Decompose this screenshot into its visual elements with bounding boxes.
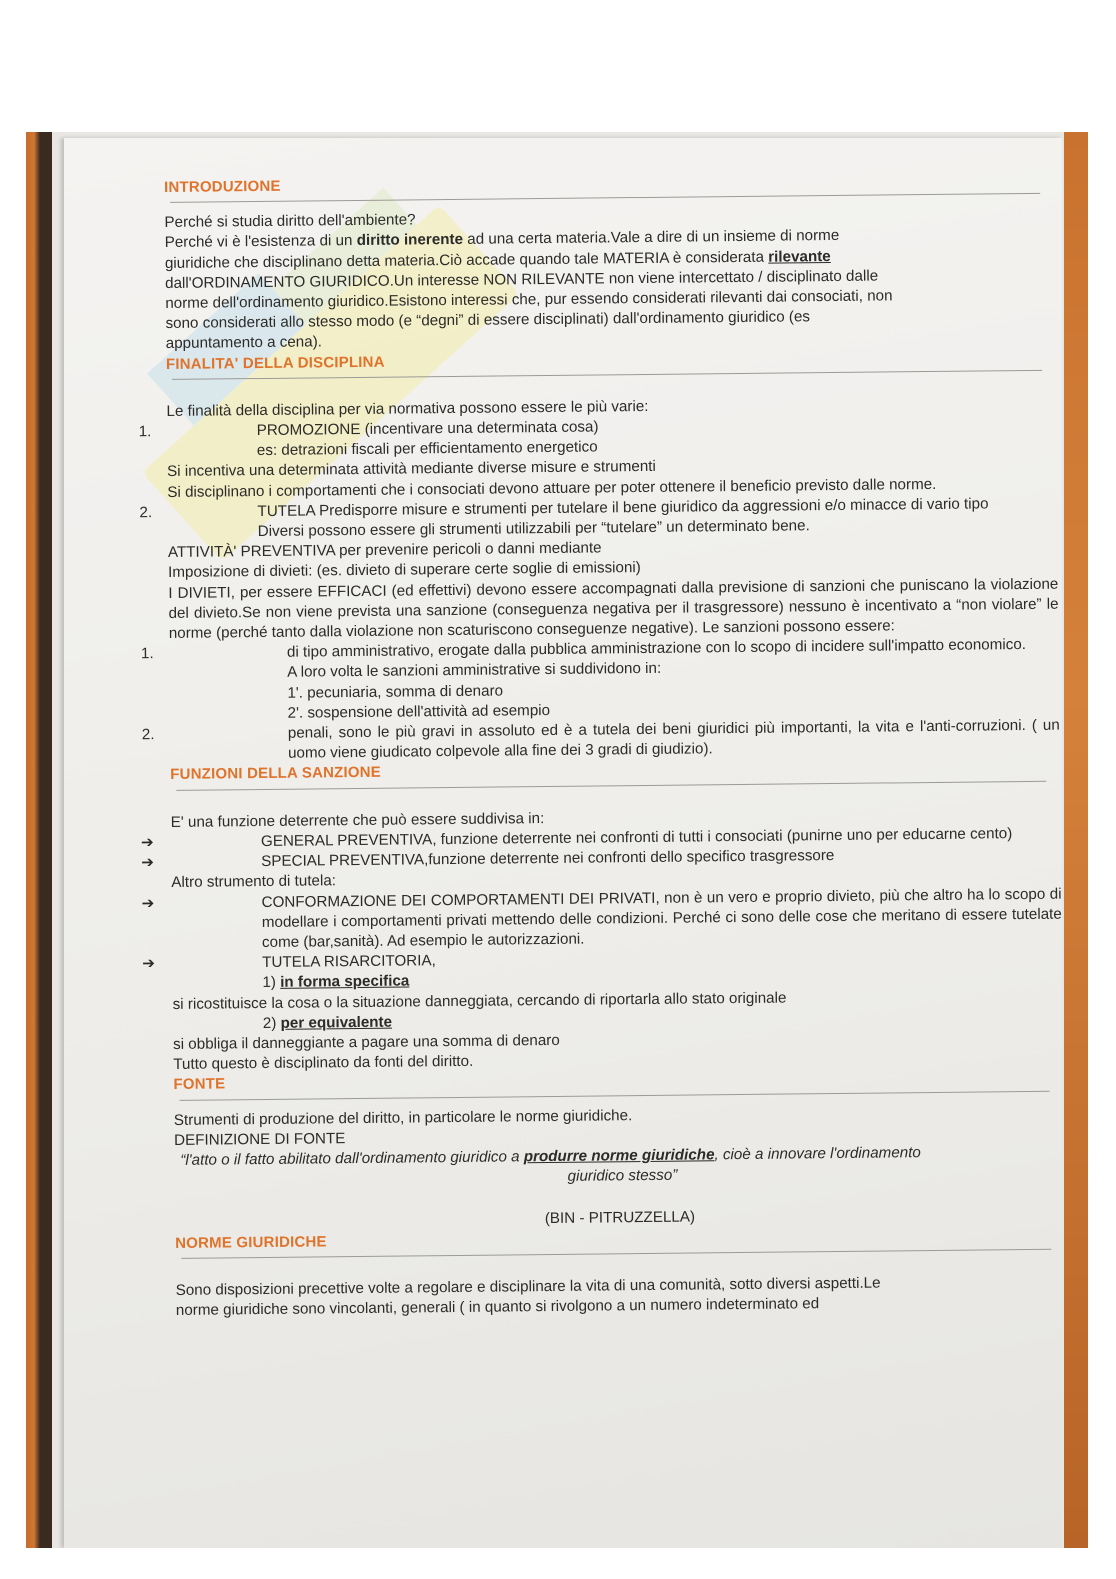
paragraph: Tutto questo è disciplinato da fonti del diritto. <box>173 1052 474 1074</box>
intro-line: Perché si studia diritto dell'ambiente? <box>164 211 416 232</box>
intro-line: dall'ORDINAMENTO GIURIDICO.Un interesse NON RILEVANTE non viene intercettato / disciplinato dalle <box>165 267 879 292</box>
list-item: 1. di tipo amministrativo, erogate dalla pubblica amministrazione con lo scopo di incidere sull'impatto economico. <box>140 636 1027 663</box>
list-item: 2. TUTELA Predisporre misure e strumenti per tutelare il bene giuridico da aggressioni e/o minacce di vario tipo <box>139 495 989 522</box>
table-edge <box>1064 132 1088 1548</box>
paragraph: Sono disposizioni precettive volte a regolare e disciplinare la vita di una comunità, sotto diversi aspetti.Le <box>175 1274 881 1299</box>
arrow-icon: ➔ <box>142 955 156 973</box>
list-subtext: es: detrazioni fiscali per efficientamento energetico <box>256 438 598 460</box>
list-item: ➔ SPECIAL PREVENTIVA,funzione deterrente nei confronti dello specifico trasgressore <box>171 844 1061 874</box>
list-subtext: A loro volta le sanzioni amministrative si suddividono in: <box>287 660 662 682</box>
sub-item: 2) per equivalente <box>262 1013 393 1032</box>
intro-line: appuntamento a cena). <box>165 333 323 353</box>
intro-line: norme dell'ordinamento giuridico.Esistono interessi che, pur essendo considerati rilevanti dai consociati, non <box>165 287 893 313</box>
list-subtext: 1'. pecuniaria, somma di denaro <box>287 682 504 702</box>
paragraph: norme giuridiche sono vincolanti, generali ( in quanto si rivolgono a un numero indeterminato ed <box>175 1295 820 1319</box>
heading-funzioni: FUNZIONI DELLA SANZIONE <box>170 764 382 784</box>
arrow-icon: ➔ <box>141 894 155 912</box>
sub-item: 1) in forma specifica <box>262 972 410 992</box>
paragraph: Altro strumento di tutela: <box>171 872 337 892</box>
heading-finalita: FINALITA' DELLA DISCIPLINA <box>165 353 385 373</box>
paragraph: Strumenti di produzione del diritto, in particolare le norme giuridiche. <box>173 1106 633 1129</box>
paragraph: Imposizione di divieti: (es. divieto di superare certe soglie di emissioni) <box>168 559 641 582</box>
paragraph: Si disciplinano i comportamenti che i consociati devono attuare per poter ottenere il beneficio previsto dalle norme. <box>167 475 937 501</box>
intro-line: sono considerati allo stesso modo (e “degni” di essere disciplinati) dall'ordinamento giuridico (es <box>165 308 811 333</box>
list-item: ➔ CONFORMAZIONE DEI COMPORTAMENTI DEI PRIVATI, non è un vero e proprio divieto, più che altro ha lo scopo di modellare i comportamenti privati mettendo delle condizioni. Perché ci sono delle cose che meritano di essere tutelate come (bar,sanità). Ad esempio le autorizzazioni. <box>141 885 1062 951</box>
document-content <box>138 169 1066 1321</box>
underlined-term: rilevante <box>768 247 831 266</box>
paragraph: Si incentiva una determinata attività mediante diverse misure e strumenti <box>166 458 656 481</box>
quote-author: (BIN - PITRUZZELLA) <box>544 1208 696 1228</box>
paragraph: E' una funzione deterrente che può essere suddivisa in: <box>170 809 545 831</box>
paragraph: DEFINIZIONE DI FONTE <box>173 1129 346 1149</box>
heading-introduzione: INTRODUZIONE <box>164 177 281 196</box>
arrow-icon: ➔ <box>140 834 154 852</box>
arrow-icon: ➔ <box>141 854 154 872</box>
paragraph: Le finalità della disciplina per via normativa possono essere le più varie: <box>166 397 649 420</box>
heading-fonte: FONTE <box>173 1075 226 1094</box>
paragraph: ATTIVITÀ' PREVENTIVA per prevenire pericoli o danni mediante <box>167 539 602 562</box>
list-subtext: Diversi possono essere gli strumenti utilizzabili per “tutelare” un determinato bene. <box>257 517 810 541</box>
paragraph: I DIVIETI, per essere EFFICACI (ed effettivi) devono essere accompagnati dalla previsione di sanzioni che puniscano la violazione del divieto.Se non viene prevista una sanzione (conseguenza negativa per il trasgressore) nessuno è incentivato a “non violare” le norme (perché tanto dalla violazione non scaturiscono conseguenze negative). Le sanzioni possono essere: <box>168 575 1059 643</box>
heading-norme: NORME GIURIDICHE <box>175 1232 327 1252</box>
definition-quote: giuridico stesso” <box>567 1166 678 1185</box>
list-item: ➔ TUTELA RISARCITORIA, <box>172 945 1062 975</box>
paper-sheet <box>64 138 1062 1548</box>
list-item: 1. PROMOZIONE (incentivare una determinata cosa) <box>138 418 599 441</box>
list-subtext: 2'. sospensione dell'attività ad esempio <box>287 701 551 722</box>
definition-quote: “l'atto o il fatto abilitato dall'ordinamento giuridico a produrre norme giuridiche, cioè a innovare l'ordinamento <box>180 1144 921 1169</box>
paragraph: si obbliga il danneggiante a pagare una somma di denaro <box>172 1031 560 1053</box>
intro-line: giuridiche che disciplinano detta materia.Ciò accade quando tale MATERIA è considerata rilevante <box>164 247 831 272</box>
photo-of-page <box>26 132 1088 1548</box>
list-item: 2. penali, sono le più gravi in assoluto ed è a tutela dei beni giuridici più importanti, la vita e l'anti-corruzioni. ( un uomo viene giudicato colpevole alla fine dei 3 gradi di giudizio). <box>141 716 1060 763</box>
intro-line: Perché vi è l'esistenza di un diritto inerente ad una certa materia.Vale a dire di un insieme di norme <box>164 227 840 252</box>
list-item: ➔ GENERAL PREVENTIVA, funzione deterrente nei confronti di tutti i consociati (punirne uno per educarne cento) <box>171 824 1061 854</box>
paragraph: si ricostituisce la cosa o la situazione danneggiata, cercando di riportarla allo stato originale <box>172 989 787 1013</box>
